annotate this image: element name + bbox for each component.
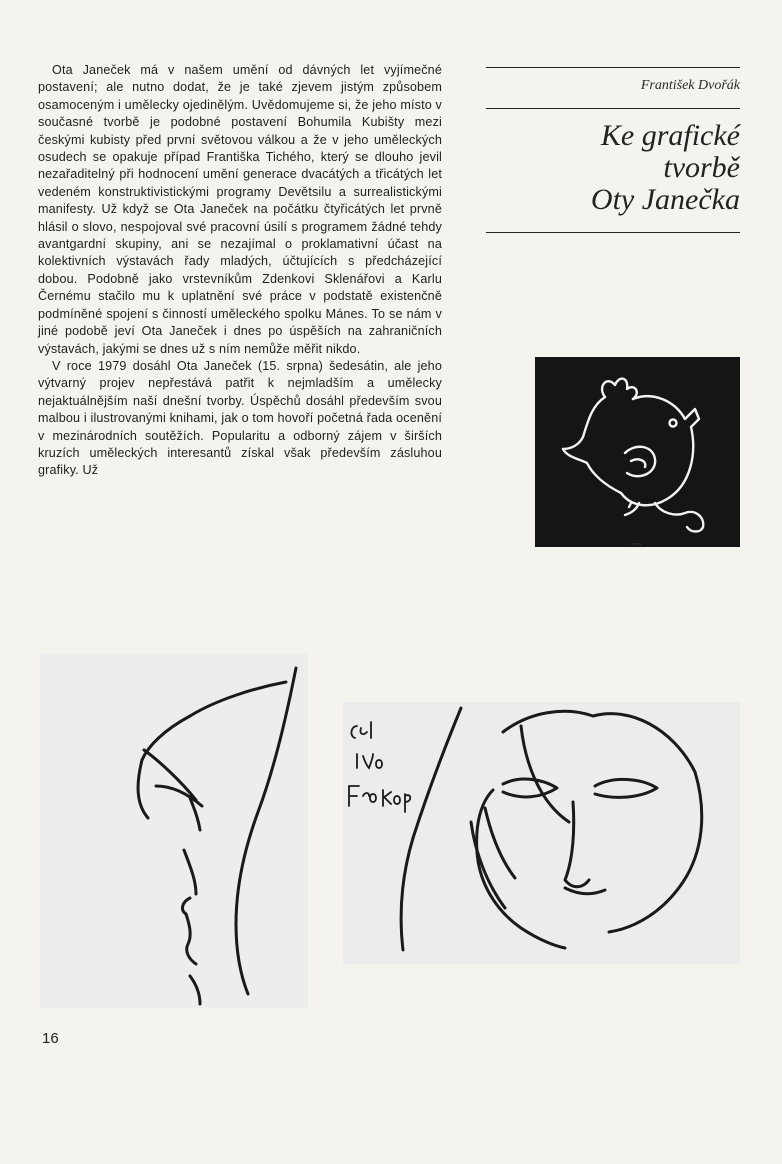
title-line-3: Oty Janečka xyxy=(590,183,740,216)
face-sketch-left xyxy=(40,654,308,1008)
svg-text:~~~: ~~~ xyxy=(631,542,642,548)
title-line-1: Ke grafické xyxy=(600,119,740,152)
article-body xyxy=(38,62,442,480)
face-sketch-right xyxy=(343,702,740,964)
top-rule xyxy=(486,67,740,68)
paragraph-2: V roce 1979 dosáhl Ota Janeček (15. srpna) šedesátin, ale jeho výtvarný projev nepřestává patřit k nejmladším a umělecky nejaktuálnějším naší dnešní tvorby. Úspěchů dosáhl především svou malbou i ilustrovanými knihami, jak o tom hovoří početná řada ocenění v mezinárodních soutěžích. Popularitu a odborný zájem v širších kruzích uměleckých interesantů získal však především zásluhou grafiky. Už xyxy=(38,358,442,478)
bottom-rule xyxy=(486,232,740,233)
bird-print-illustration xyxy=(535,357,740,549)
page-number: 16 xyxy=(42,1030,59,1047)
article-title xyxy=(486,120,740,216)
author-name: František Dvořák xyxy=(640,78,740,93)
paragraph-1: Ota Janeček má v našem umění od dávných let vyjímečné postavení; ale nutno dodat, že je také zjevem jistým způsobem osamoceným i umělecky ojedinělým. Uvědomujeme si, že jeho místo v současné tvorbě je podobné postavení Bohumila Kubišty mezi českými kubisty před první světovou válkou a že v jeho uměleckých osudech se opakuje případ Františka Tichého, který se dlouho jevil nezařaditelný při hodnocení umění generace dvacátých a třicátých let vedeném konstruktivistickými programy Devětsilu a surrealistickými manifesty. Už když se Ota Janeček na počátku čtyřicátých let prvně hlásil o slovo, nespojoval své pracovní úsilí s programem žádné tehdy avantgardní skupiny, ani se nezajímal o proklamativní účast na kolektivních výstavách řady mladých, účtujících s předcházející dobou. Podobně jako vrstevníkům Zdenkovi Sklenářovi a Karlu Černému stačilo mu k uplatnění své práce v podstatě existenčně podmíněné spojení s činností uměleckého spolku Mánes. To se nám v jiné podobě jeví Ota Janeček i dnes po úspěších na zahraničních výstavách, jakými se dnes už s ním nemůže měřit nikdo. xyxy=(38,63,442,356)
middle-rule xyxy=(486,108,740,109)
title-line-2: tvorbě xyxy=(663,151,740,184)
